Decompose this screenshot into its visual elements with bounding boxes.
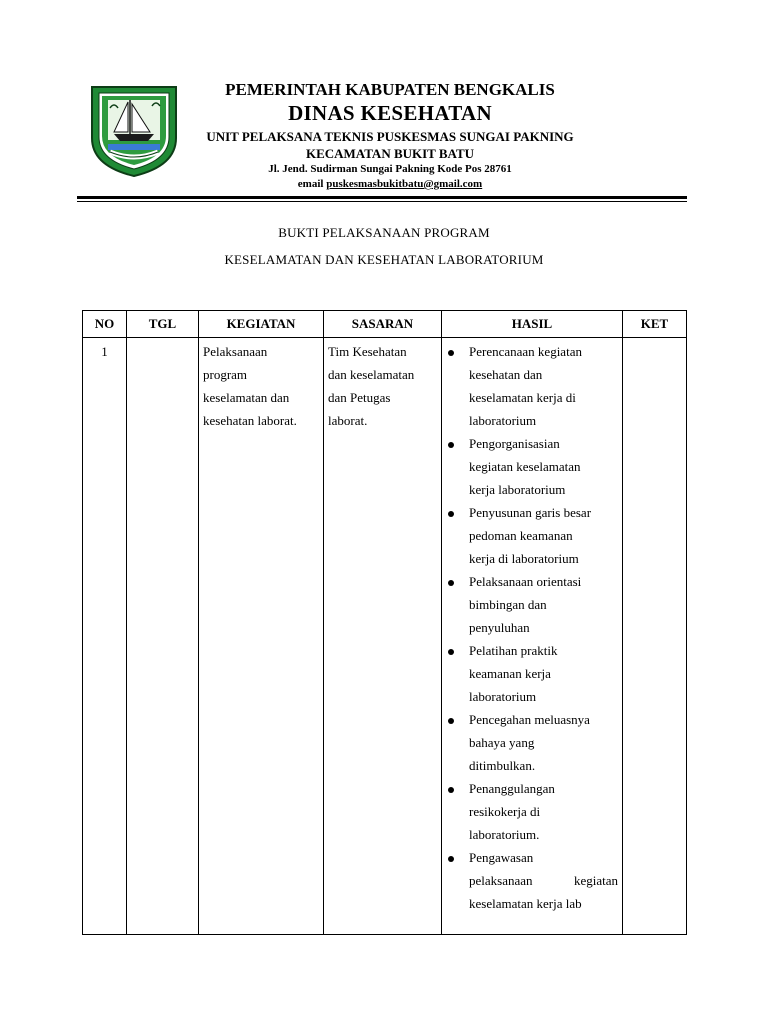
bullet-icon	[448, 856, 454, 862]
bullet-icon	[448, 442, 454, 448]
header-divider-thick	[77, 196, 687, 199]
sasaran-line: laborat.	[328, 413, 368, 428]
kegiatan-line: kesehatan laborat.	[203, 413, 297, 428]
hasil-line: kerja di laboratorium	[469, 551, 579, 566]
cell-no: 1	[83, 338, 127, 935]
sasaran-line: Tim Kesehatan	[328, 344, 407, 359]
header-address: Jl. Jend. Sudirman Sungai Pakning Kode Pos 28761	[268, 163, 512, 175]
kegiatan-line: program	[203, 367, 248, 382]
header-government: PEMERINTAH KABUPATEN BENGKALIS	[225, 80, 555, 99]
cell-tgl	[127, 338, 199, 935]
hasil-line: Pelatihan praktik	[469, 643, 558, 658]
hasil-line: kerja laboratorium	[469, 482, 566, 497]
list-item	[442, 340, 618, 432]
bullet-icon	[448, 350, 454, 356]
col-header-tgl: TGL	[127, 311, 199, 338]
hasil-line: kesehatan dan	[469, 367, 543, 382]
list-item	[442, 570, 618, 639]
cell-ket	[623, 338, 687, 935]
header-email	[180, 178, 600, 190]
hasil-line: bahaya yang	[469, 735, 535, 750]
bullet-icon	[448, 787, 454, 793]
bengkalis-coat-of-arms-icon	[88, 84, 180, 178]
list-item	[442, 639, 618, 708]
bullet-icon	[448, 649, 454, 655]
document-title: BUKTI PELAKSANAAN PROGRAM	[278, 225, 490, 240]
hasil-line: penyuluhan	[469, 620, 530, 635]
hasil-line: keselamatan kerja lab	[469, 896, 582, 911]
bullet-icon	[448, 718, 454, 724]
table-header-row	[83, 311, 687, 338]
hasil-word: pelaksanaan	[469, 873, 533, 888]
hasil-line: keselamatan kerja di	[469, 390, 576, 405]
col-header-kegiatan: KEGIATAN	[199, 311, 324, 338]
hasil-line: kegiatan keselamatan	[469, 459, 581, 474]
hasil-line: ditimbulkan.	[469, 758, 536, 773]
kegiatan-line: keselamatan dan	[203, 390, 290, 405]
list-item	[442, 708, 618, 777]
table-row	[83, 338, 687, 935]
header-district: KECAMATAN BUKIT BATU	[305, 146, 475, 161]
hasil-line: Pencegahan meluasnya	[469, 712, 590, 727]
cell-sasaran	[324, 338, 442, 935]
list-item	[442, 777, 618, 846]
hasil-line: pedoman keamanan	[469, 528, 573, 543]
hasil-line: laboratorium.	[469, 827, 540, 842]
hasil-line: bimbingan dan	[469, 597, 547, 612]
header-divider-thin	[77, 201, 687, 202]
hasil-line: Pelaksanaan orientasi	[469, 574, 582, 589]
hasil-line: laboratorium	[469, 413, 537, 428]
activity-table	[82, 310, 687, 935]
email-link[interactable]: puskesmasbukitbatu@gmail.com	[326, 178, 483, 190]
col-header-sasaran: SASARAN	[324, 311, 442, 338]
bullet-icon	[448, 580, 454, 586]
hasil-line: laboratorium	[469, 689, 537, 704]
list-item	[442, 846, 618, 915]
cell-hasil	[442, 338, 623, 935]
hasil-list	[442, 340, 618, 915]
bullet-icon	[448, 511, 454, 517]
hasil-line-justified	[469, 869, 618, 892]
col-header-no: NO	[83, 311, 127, 338]
hasil-line: keamanan kerja	[469, 666, 551, 681]
sasaran-line: dan keselamatan	[328, 367, 415, 382]
hasil-word: kegiatan	[573, 873, 618, 888]
header-agency: DINAS KESEHATAN	[288, 101, 492, 125]
header-unit: UNIT PELAKSANA TEKNIS PUSKESMAS SUNGAI PAKNING	[206, 129, 574, 144]
document-subtitle: KESELAMATAN DAN KESEHATAN LABORATORIUM	[224, 252, 544, 267]
list-item	[442, 432, 618, 501]
hasil-line: Pengorganisasian	[469, 436, 560, 451]
sasaran-line: dan Petugas	[328, 390, 391, 405]
kegiatan-line: Pelaksanaan	[203, 344, 268, 359]
hasil-line: Perencanaan kegiatan	[469, 344, 582, 359]
hasil-line: resikokerja di	[469, 804, 541, 819]
col-header-hasil: HASIL	[442, 311, 623, 338]
hasil-line: Penyusunan garis besar	[469, 505, 592, 520]
cell-kegiatan	[199, 338, 324, 935]
hasil-line: Pengawasan	[469, 850, 534, 865]
hasil-line: Penanggulangan	[469, 781, 555, 796]
list-item	[442, 501, 618, 570]
email-label: email	[297, 178, 324, 190]
col-header-ket: KET	[623, 311, 687, 338]
